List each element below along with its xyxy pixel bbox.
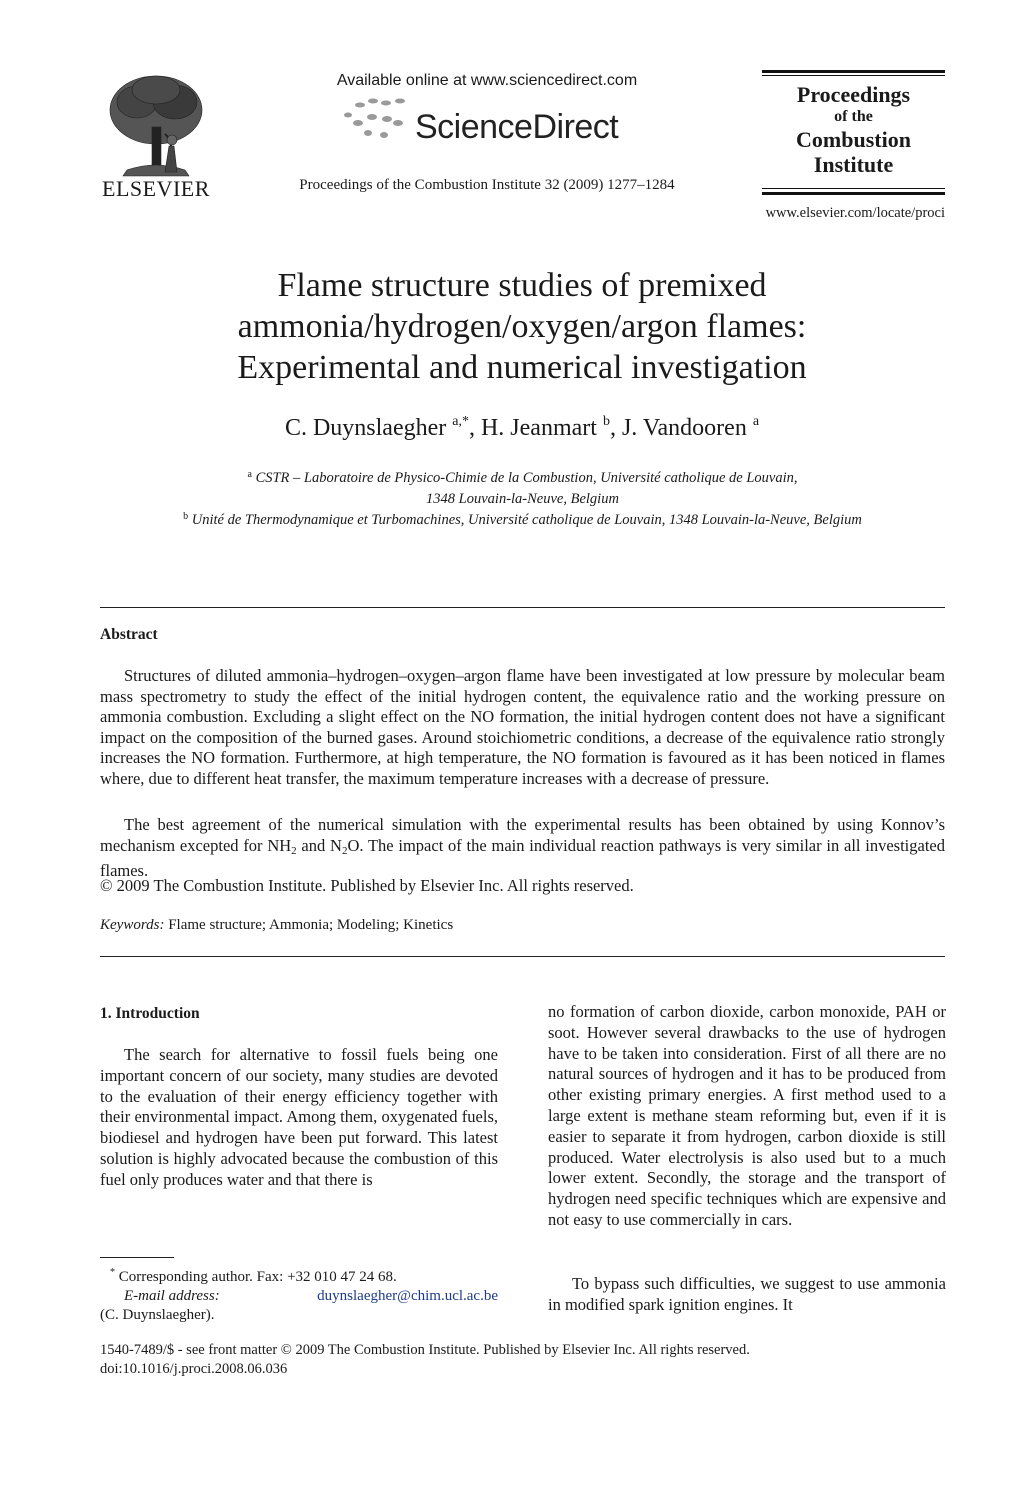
abstract-heading: Abstract xyxy=(100,626,158,643)
divider xyxy=(100,607,945,608)
affiliation-b xyxy=(100,506,945,531)
author-name: J. Vandooren xyxy=(621,415,747,441)
email-label: E-mail address: xyxy=(124,1288,220,1304)
author-mark: a xyxy=(752,414,760,429)
title-line-1: Flame structure studies of premixed xyxy=(277,267,767,304)
body-paragraph: no formation of carbon dioxide, carbon monoxide, PAH or soot. However several drawbacks to the use of hydrogen have to be taken into consideration. First of all there are no natural sources of hydrogen and it has to be produced from other existing primary energies. A first method used to a large extent is methane steam reforming but, even if it is easier to separate it from hydrogen, carbon dioxide is still produced. Water electrolysis is also used but to a much lower extent. Secondly, the storage and the transport of hydrogen need specific techniques which are expensive and not easy to use commercially in cars. xyxy=(548,1002,946,1229)
affiliation-a xyxy=(100,464,945,510)
abstract-paragraph-2: The best agreement of the numerical simulation with the experimental results has been obtained by using Konnov’s mechanism excepted for $NH_2$ and $N_2O$. The impact of the main individual reaction pathways is very similar in all investigated flames. xyxy=(100,815,945,881)
body-paragraph: The search for alternative to fossil fuels being one important concern of our society, many studies are devoted to the evaluation of their energy efficiency together with their environmental impact. Among them, oxygenated fuels, biodiesel and hydrogen have been put forward. This latest solution is highly advocated because the combustion of this fuel only produces water and that there is xyxy=(100,1045,498,1189)
affiliation-text: Unité de Thermodynamique et Turbomachines, Université catholique de Louvain, 1348 Louvain-la-Neuve, Belgium xyxy=(191,512,862,528)
divider xyxy=(100,956,945,957)
journal-title-line-3: Combustion xyxy=(796,127,911,152)
journal-url: www.elsevier.com/locate/proci xyxy=(765,205,945,221)
article-title xyxy=(150,265,894,388)
footnote-name: (C. Duynslaegher). xyxy=(100,1307,215,1323)
title-line-3: Experimental and numerical investigation xyxy=(237,349,807,386)
section-heading: 1. Introduction xyxy=(100,1005,200,1022)
keywords-list: Flame structure; Ammonia; Modeling; Kinetics xyxy=(168,917,454,933)
footnote-rule xyxy=(100,1257,174,1258)
issn-line: 1540-7489/$ - see front matter © 2009 The Combustion Institute. Published by Elsevier Inc. All rights reserved. xyxy=(100,1342,750,1358)
affiliation-text: CSTR – Laboratoire de Physico-Chimie de la Combustion, Université catholique de Louvain, xyxy=(255,470,798,486)
abstract-paragraph-1: Structures of diluted ammonia–hydrogen–oxygen–argon flame have been investigated at low pressure by molecular beam mass spectrometry to study the effect of the initial hydrogen content, the equivalence ratio and the working pressure on ammonia combustion. Excluding a slight effect on the NO formation, the initial hydrogen content does not have a significant impact on the composition of the burned gases. Around stoichiometric conditions, a decrease of the equivalence ratio strongly increases the NO formation. Furthermore, at high temperature, the NO formation is favoured as it has been noticed in flames where, due to different heat transfer, the maximum temperature increases with a decrease of pressure. xyxy=(100,666,945,788)
available-online-line: Available online at www.sciencedirect.com xyxy=(336,72,638,89)
journal-title-line-1: Proceedings xyxy=(796,82,911,107)
author-name: C. Duynslaegher xyxy=(284,415,447,441)
footnote-mark: * xyxy=(110,1267,115,1278)
email-link[interactable]: duynslaegher@chim.ucl.ac.be xyxy=(317,1288,498,1304)
journal-title-line-2: of the xyxy=(834,108,873,125)
author-mark: a,* xyxy=(452,414,469,429)
page-footer xyxy=(100,1341,945,1379)
footnote xyxy=(100,1263,498,1325)
affiliation-mark: b xyxy=(183,511,189,522)
affiliation-text: 1348 Louvain-la-Neuve, Belgium xyxy=(426,491,619,507)
journal-citation: Proceedings of the Combustion Institute 32 (2009) 1277–1284 xyxy=(299,177,675,193)
footnote-text: Corresponding author. Fax: +32 010 47 24 68. xyxy=(118,1269,397,1285)
journal-title-line-4: Institute xyxy=(813,152,894,177)
doi-link[interactable]: doi:10.1016/j.proci.2008.06.036 xyxy=(100,1361,288,1377)
abstract-copyright: © 2009 The Combustion Institute. Published by Elsevier Inc. All rights reserved. xyxy=(100,876,634,895)
keywords-label: Keywords: xyxy=(100,917,165,933)
affiliation-mark: a xyxy=(247,469,252,480)
author-mark: b xyxy=(602,414,610,429)
body-paragraph: To bypass such difficulties, we suggest to use ammonia in modified spark ignition engines. It xyxy=(548,1274,946,1314)
sciencedirect-wordmark: ScienceDirect xyxy=(415,108,619,146)
journal-title-box xyxy=(762,70,945,196)
keywords xyxy=(100,917,453,934)
elsevier-logo-text: ELSEVIER xyxy=(102,176,210,201)
author-name: H. Jeanmart xyxy=(480,415,597,441)
sciencedirect-dots-icon xyxy=(340,95,420,145)
author-list: C. Duynslaegher $^{a,*}$, H. Jeanmart $^b$, J. Vandooren $^a$ xyxy=(284,414,760,441)
title-line-2: ammonia/hydrogen/oxygen/argon flames: xyxy=(237,308,807,345)
